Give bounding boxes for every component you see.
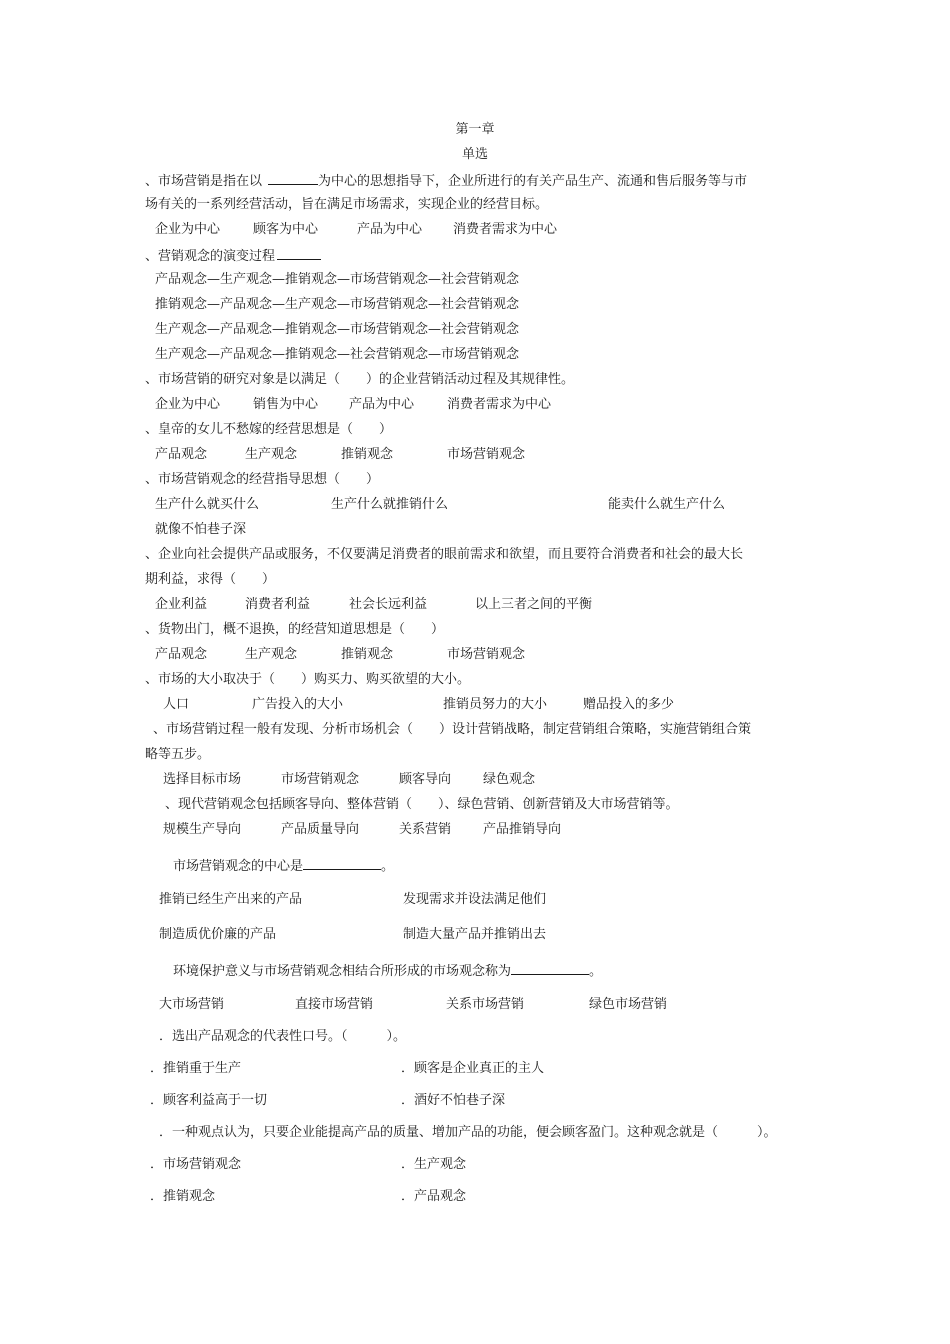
question-3-option-d: 消费者需求为中心 [447,397,552,412]
question-6-option-d: 以上三者之间的平衡 [475,597,593,612]
question-4-option-d: 市场营销观念 [447,447,526,462]
chapter-title: 第一章 [455,122,495,137]
question-10-option-a: 规模生产导向 [163,822,242,837]
question-5-option-b: 生产什么就推销什么 [331,497,449,512]
question-10-option-b: 产品质量导向 [281,822,360,837]
question-1-option-a: 企业为中心 [155,222,221,237]
question-9-stem: 、市场营销过程一般有发现、分析市场机会（ ）设计营销战略，制定营销组合策略，实施营销组合策 [153,722,752,737]
question-3-option-c: 产品为中心 [349,397,415,412]
question-9-option-b: 市场营销观念 [281,772,360,787]
question-2-option-b: 推销观念—产品观念—生产观念—市场营销观念—社会营销观念 [155,297,520,312]
question-11-option-c: 制造质优价廉的产品 [159,927,277,942]
question-2-stem [145,247,321,265]
question-4-stem: 、皇帝的女儿不愁嫁的经营思想是（ ） [145,422,393,437]
question-3-option-b: 销售为中心 [253,397,319,412]
section-title: 单选 [461,147,488,162]
question-12-option-d: 绿色市场营销 [589,997,668,1012]
question-7-option-c: 推销观念 [341,647,394,662]
question-6-option-b: 消费者利益 [245,597,311,612]
question-6-stem-line2: 期利益，求得（ ） [145,572,276,587]
question-11-end: 。 [381,859,395,874]
question-9-option-c: 顾客导向 [399,772,452,787]
question-13-option-a: ．推销重于生产 [150,1061,242,1076]
question-13-option-b: ．顾客是企业真正的主人 [401,1061,545,1076]
question-4-option-a: 产品观念 [155,447,208,462]
question-12-option-b: 直接市场营销 [295,997,374,1012]
question-8-option-b: 广告投入的大小 [252,697,344,712]
question-6-option-c: 社会长远利益 [349,597,428,612]
question-5-option-d: 就像不怕巷子深 [155,522,247,537]
question-3-option-a: 企业为中心 [155,397,221,412]
question-14-stem: ．一种观点认为，只要企业能提高产品的质量、增加产品的功能，便会顾客盈门。这种观念就是（ ）。 [159,1125,777,1140]
question-8-option-c: 推销员努力的大小 [443,697,548,712]
question-10-option-c: 关系营销 [399,822,452,837]
question-7-option-a: 产品观念 [155,647,208,662]
question-8-stem: 、市场的大小取决于（ ）购买力、购买欲望的大小。 [145,672,471,687]
question-1-stem-line2: 场有关的一系列经营活动，旨在满足市场需求，实现企业的经营目标。 [145,197,549,212]
question-2-option-a: 产品观念—生产观念—推销观念—市场营销观念—社会营销观念 [155,272,520,287]
question-2-stem-text: 、营销观念的演变过程 [145,249,276,264]
question-14-option-d: ．产品观念 [401,1189,467,1204]
question-9-stem-line2: 略等五步。 [145,747,211,762]
question-11-stem-text: 市场营销观念的中心是 [173,859,304,874]
question-9-option-d: 绿色观念 [483,772,536,787]
question-7-stem: 、货物出门，概不退换，的经营知道思想是（ ） [145,622,445,637]
question-9-option-a: 选择目标市场 [163,772,242,787]
question-7-option-b: 生产观念 [245,647,298,662]
question-3-stem: 、市场营销的研究对象是以满足（ ）的企业营销活动过程及其规律性。 [145,372,575,387]
question-10-option-d: 产品推销导向 [483,822,562,837]
question-2-option-c: 生产观念—产品观念—推销观念—市场营销观念—社会营销观念 [155,322,520,337]
question-2-option-d: 生产观念—产品观念—推销观念—社会营销观念—市场营销观念 [155,347,520,362]
question-10-stem: 、现代营销观念包括顾客导向、整体营销（ ）、绿色营销、创新营销及大市场营销等。 [165,797,679,812]
question-6-stem: 、企业向社会提供产品或服务，不仅要满足消费者的眼前需求和欲望，而且要符合消费者和社会的最大长 [145,547,744,562]
question-5-option-c: 能卖什么就生产什么 [608,497,726,512]
question-11-option-d: 制造大量产品并推销出去 [403,927,547,942]
question-1-blank [268,172,318,185]
question-12-option-c: 关系市场营销 [446,997,525,1012]
question-8-option-a: 人口 [163,697,190,712]
question-1-option-c: 产品为中心 [357,222,423,237]
question-8-option-d: 赠品投入的多少 [583,697,675,712]
question-11-stem [173,857,394,875]
question-1-stem [145,172,747,190]
question-13-stem: ．选出产品观念的代表性口号。（ ）。 [159,1029,407,1044]
question-12-end: 。 [589,964,603,979]
question-4-option-b: 生产观念 [245,447,298,462]
question-11-option-a: 推销已经生产出来的产品 [159,892,303,907]
question-7-option-d: 市场营销观念 [447,647,526,662]
question-6-option-a: 企业利益 [155,597,208,612]
question-5-stem: 、市场营销观念的经营指导思想（ ） [145,472,380,487]
question-12-option-a: 大市场营销 [159,997,225,1012]
question-13-option-d: ．酒好不怕巷子深 [401,1093,506,1108]
question-11-option-b: 发现需求并设法满足他们 [403,892,547,907]
question-14-option-c: ．推销观念 [150,1189,216,1204]
question-1-part1: 、市场营销是指在以 [145,174,263,189]
question-11-blank [303,857,381,870]
question-4-option-c: 推销观念 [341,447,394,462]
question-12-blank [511,962,589,975]
question-2-blank [277,247,321,260]
question-1-option-d: 消费者需求为中心 [453,222,558,237]
question-12-stem [173,962,602,980]
question-13-option-c: ．顾客利益高于一切 [150,1093,268,1108]
question-1-part2: 为中心的思想指导下，企业所进行的有关产品生产、流通和售后服务等与市 [318,174,748,189]
question-14-option-a: ．市场营销观念 [150,1157,242,1172]
question-5-option-a: 生产什么就买什么 [155,497,260,512]
question-12-stem-text: 环境保护意义与市场营销观念相结合所形成的市场观念称为 [173,964,512,979]
question-1-option-b: 顾客为中心 [253,222,319,237]
question-14-option-b: ．生产观念 [401,1157,467,1172]
